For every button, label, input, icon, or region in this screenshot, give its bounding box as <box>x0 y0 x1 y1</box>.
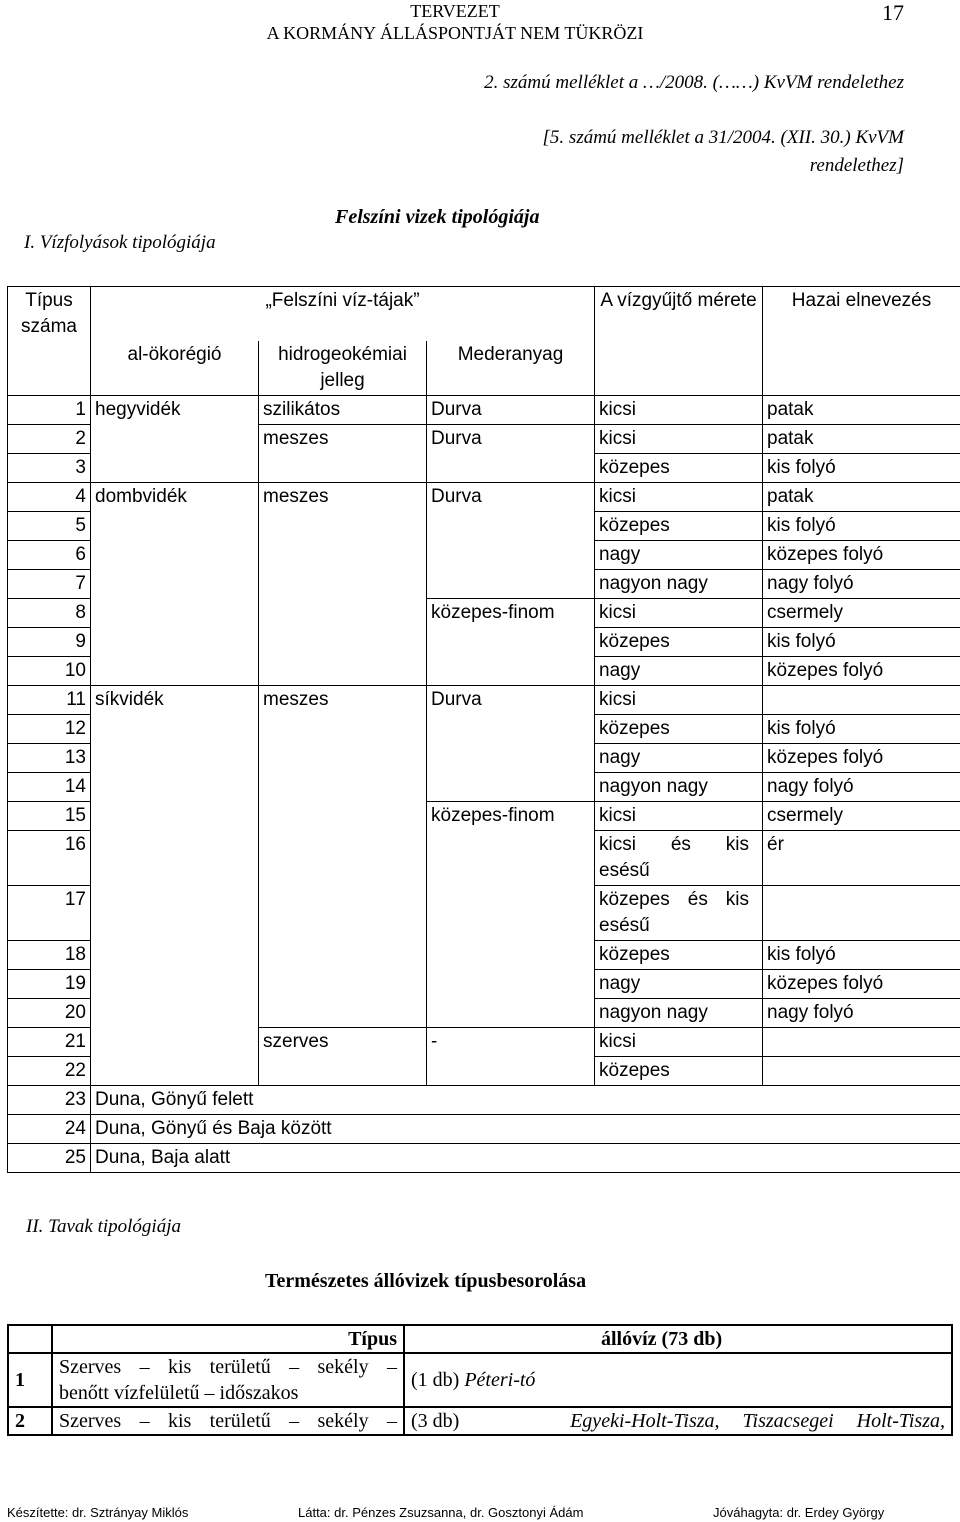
table-row <box>8 1353 952 1407</box>
danube-section-cell: Duna, Baja alatt <box>91 1144 960 1173</box>
subecoregion-cell <box>91 599 259 628</box>
legal-reference-line2: rendelethez] <box>809 155 904 176</box>
type-number-cell: 25 <box>8 1144 91 1173</box>
annex-reference: 2. számú melléklet a …/2008. (……) KvVM rendelethez <box>484 72 904 93</box>
hydrochemical-cell <box>259 744 427 773</box>
header-local-name: Hazai elnevezés <box>763 287 960 342</box>
subecoregion-cell <box>91 802 259 831</box>
footer-reviewers: Látta: dr. Pénzes Zsuzsanna, dr. Gosztonyi Ádám <box>298 1505 584 1520</box>
catchment-size-cell: nagy <box>595 541 763 570</box>
bed-material-cell: közepes-finom <box>427 802 595 831</box>
table-row <box>8 970 960 999</box>
local-name-cell: kis folyó <box>763 941 960 970</box>
footer-approver: Jóváhagyta: dr. Erdey György <box>713 1505 885 1520</box>
type-number-cell: 16 <box>8 831 91 886</box>
danube-section-cell: Duna, Gönyű és Baja között <box>91 1115 960 1144</box>
table-row <box>8 1086 960 1115</box>
hydrochemical-cell: szerves <box>259 1028 427 1057</box>
table-subheader-row <box>8 341 960 396</box>
subecoregion-cell <box>91 541 259 570</box>
subecoregion-cell: hegyvidék <box>91 396 259 425</box>
catchment-size-cell: nagy <box>595 970 763 999</box>
hydrochemical-cell <box>259 941 427 970</box>
danube-section-cell: Duna, Gönyű felett <box>91 1086 960 1115</box>
table-header-row <box>8 287 960 342</box>
type-number-cell: 18 <box>8 941 91 970</box>
local-name-cell: ér <box>763 831 960 886</box>
type-number-cell: 23 <box>8 1086 91 1115</box>
table-row <box>8 657 960 686</box>
type-number-cell: 24 <box>8 1115 91 1144</box>
catchment-size-cell: közepes <box>595 941 763 970</box>
catchment-size-cell: nagyon nagy <box>595 773 763 802</box>
draft-label: TERVEZET <box>410 1 500 21</box>
table2-header-type: Típus <box>52 1325 404 1353</box>
legal-reference <box>543 124 904 180</box>
type-line: Szerves – kis területű – sekély – <box>59 1410 397 1432</box>
catchment-size-cell: közepes <box>595 512 763 541</box>
subecoregion-cell: dombvidék <box>91 483 259 512</box>
catchment-size-cell <box>595 831 763 886</box>
subecoregion-cell <box>91 715 259 744</box>
hydrochemical-cell <box>259 657 427 686</box>
catchment-size-text: közepes és kis esésű <box>599 889 750 936</box>
table2-lakes-cell <box>404 1407 952 1435</box>
page-number: 17 <box>882 0 904 25</box>
type-number-cell: 1 <box>8 396 91 425</box>
main-title: Felszíni vizek tipológiája <box>335 206 540 228</box>
table-row <box>8 773 960 802</box>
table-row <box>8 744 960 773</box>
local-name-cell <box>763 1057 960 1086</box>
subecoregion-cell <box>91 970 259 999</box>
lake-count: (1 db) <box>411 1369 460 1391</box>
bed-material-cell <box>427 886 595 941</box>
table-row <box>8 686 960 715</box>
lake-names: Péteri-tó <box>464 1369 536 1391</box>
type-number-cell: 14 <box>8 773 91 802</box>
subecoregion-cell: síkvidék <box>91 686 259 715</box>
header-bed-material: Mederanyag <box>427 341 595 396</box>
subecoregion-cell <box>91 512 259 541</box>
local-name-cell: kis folyó <box>763 715 960 744</box>
table-row <box>8 425 960 454</box>
type-number-cell: 11 <box>8 686 91 715</box>
table-row <box>8 483 960 512</box>
local-name-cell: közepes folyó <box>763 970 960 999</box>
table-row <box>8 1028 960 1057</box>
footer-author: Készítette: dr. Sztrányay Miklós <box>7 1505 189 1520</box>
type-number-cell: 8 <box>8 599 91 628</box>
bed-material-cell <box>427 715 595 744</box>
catchment-size-cell: kicsi <box>595 802 763 831</box>
local-name-cell: közepes folyó <box>763 744 960 773</box>
table-row <box>8 802 960 831</box>
type-number-cell: 21 <box>8 1028 91 1057</box>
header-catchment-size: A vízgyűjtő mérete <box>595 287 763 342</box>
local-name-cell: patak <box>763 483 960 512</box>
catchment-size-cell: kicsi <box>595 396 763 425</box>
section1-title: I. Vízfolyások tipológiája <box>24 232 216 253</box>
local-name-cell: nagy folyó <box>763 773 960 802</box>
table-row <box>8 1115 960 1144</box>
local-name-cell: kis folyó <box>763 628 960 657</box>
table2-lakes-cell <box>404 1353 952 1407</box>
hydrochemical-cell <box>259 628 427 657</box>
table-row <box>8 715 960 744</box>
header-subecoregion: al-ökorégió <box>91 341 259 396</box>
subecoregion-cell <box>91 773 259 802</box>
type-number-cell: 13 <box>8 744 91 773</box>
table-row <box>8 941 960 970</box>
subecoregion-cell <box>91 886 259 941</box>
bed-material-cell: - <box>427 1028 595 1057</box>
catchment-size-cell: kicsi <box>595 686 763 715</box>
hydrochemical-cell <box>259 1057 427 1086</box>
bed-material-cell: Durva <box>427 686 595 715</box>
header-hydrochemical: hidrogeokémiai jelleg <box>259 341 427 396</box>
hydrochemical-cell <box>259 541 427 570</box>
bed-material-cell <box>427 941 595 970</box>
hydrochemical-cell <box>259 773 427 802</box>
table2-header-row <box>8 1325 952 1353</box>
catchment-size-text: kicsi és kis esésű <box>599 834 750 881</box>
type-line: Szerves – kis területű – sekély – <box>59 1356 397 1378</box>
catchment-size-cell: nagyon nagy <box>595 570 763 599</box>
table2-header-lakes: állóvíz (73 db) <box>404 1325 952 1353</box>
subecoregion-cell <box>91 657 259 686</box>
bed-material-cell: Durva <box>427 483 595 512</box>
type-number-cell: 4 <box>8 483 91 512</box>
hydrochemical-cell <box>259 454 427 483</box>
hydrochemical-cell <box>259 886 427 941</box>
table-row <box>8 1057 960 1086</box>
hydrochemical-cell: szilikátos <box>259 396 427 425</box>
catchment-size-cell: kicsi <box>595 425 763 454</box>
catchment-size-cell: kicsi <box>595 483 763 512</box>
bed-material-cell <box>427 744 595 773</box>
local-name-cell: patak <box>763 425 960 454</box>
local-name-cell <box>763 1028 960 1057</box>
catchment-size-cell: nagyon nagy <box>595 999 763 1028</box>
table2-row-number: 2 <box>8 1407 52 1435</box>
local-name-cell: csermely <box>763 599 960 628</box>
table-row <box>8 628 960 657</box>
catchment-size-cell: közepes <box>595 628 763 657</box>
subecoregion-cell <box>91 454 259 483</box>
bed-material-cell <box>427 512 595 541</box>
bed-material-cell: Durva <box>427 425 595 454</box>
table-row <box>8 886 960 941</box>
bed-material-cell: közepes-finom <box>427 599 595 628</box>
local-name-cell: nagy folyó <box>763 570 960 599</box>
type-number-cell: 10 <box>8 657 91 686</box>
table2-row-number: 1 <box>8 1353 52 1407</box>
local-name-cell: kis folyó <box>763 454 960 483</box>
type-number-cell: 9 <box>8 628 91 657</box>
type-number-cell: 17 <box>8 886 91 941</box>
type-line: benőtt vízfelületű – időszakos <box>59 1382 299 1404</box>
hydrochemical-cell <box>259 970 427 999</box>
hydrochemical-cell <box>259 715 427 744</box>
hydrochemical-cell: meszes <box>259 686 427 715</box>
hydrochemical-cell <box>259 999 427 1028</box>
table-row <box>8 999 960 1028</box>
type-number-cell: 15 <box>8 802 91 831</box>
lake-names: Egyeki-Holt-Tisza, Tiszacsegei Holt-Tisza, <box>570 1410 945 1432</box>
table-row <box>8 541 960 570</box>
type-number-cell: 19 <box>8 970 91 999</box>
subecoregion-cell <box>91 425 259 454</box>
type-number-cell: 3 <box>8 454 91 483</box>
watercourse-typology-table <box>7 286 960 1173</box>
hydrochemical-cell <box>259 599 427 628</box>
local-name-cell: közepes folyó <box>763 541 960 570</box>
header-type-number: Típus száma <box>8 287 91 342</box>
table2-title: Természetes állóvizek típusbesorolása <box>265 1270 587 1292</box>
hydrochemical-cell: meszes <box>259 425 427 454</box>
lake-typology-table <box>7 1324 953 1436</box>
local-name-cell: kis folyó <box>763 512 960 541</box>
type-number-cell: 6 <box>8 541 91 570</box>
bed-material-cell <box>427 541 595 570</box>
table-row <box>8 454 960 483</box>
subecoregion-cell <box>91 570 259 599</box>
bed-material-cell <box>427 831 595 886</box>
type-number-cell: 12 <box>8 715 91 744</box>
subecoregion-cell <box>91 999 259 1028</box>
government-disclaimer: A KORMÁNY ÁLLÁSPONTJÁT NEM TÜKRÖZI <box>266 23 644 43</box>
subecoregion-cell <box>91 1028 259 1057</box>
bed-material-cell <box>427 628 595 657</box>
subecoregion-cell <box>91 831 259 886</box>
catchment-size-cell: kicsi <box>595 599 763 628</box>
table-row <box>8 512 960 541</box>
hydrochemical-cell <box>259 802 427 831</box>
bed-material-cell <box>427 570 595 599</box>
bed-material-cell <box>427 999 595 1028</box>
bed-material-cell: Durva <box>427 396 595 425</box>
lake-count: (3 db) <box>411 1410 460 1432</box>
table2-type-cell <box>52 1407 404 1435</box>
legal-reference-line1: [5. számú melléklet a 31/2004. (XII. 30.) KvVM <box>542 127 904 148</box>
hydrochemical-cell <box>259 831 427 886</box>
type-number-cell: 22 <box>8 1057 91 1086</box>
bed-material-cell <box>427 657 595 686</box>
draft-notice <box>230 0 680 44</box>
type-number-cell: 2 <box>8 425 91 454</box>
type-number-cell: 7 <box>8 570 91 599</box>
local-name-cell: patak <box>763 396 960 425</box>
table-row <box>8 570 960 599</box>
type-number-cell: 20 <box>8 999 91 1028</box>
hydrochemical-cell <box>259 570 427 599</box>
local-name-cell: csermely <box>763 802 960 831</box>
bed-material-cell <box>427 970 595 999</box>
catchment-size-cell: közepes <box>595 454 763 483</box>
bed-material-cell <box>427 1057 595 1086</box>
bed-material-cell <box>427 773 595 802</box>
local-name-cell: közepes folyó <box>763 657 960 686</box>
catchment-size-cell: nagy <box>595 744 763 773</box>
catchment-size-cell: kicsi <box>595 1028 763 1057</box>
bed-material-cell <box>427 454 595 483</box>
table2-type-cell <box>52 1353 404 1407</box>
type-number-cell: 5 <box>8 512 91 541</box>
section2-title: II. Tavak tipológiája <box>26 1216 181 1237</box>
local-name-cell <box>763 886 960 941</box>
table-row <box>8 396 960 425</box>
hydrochemical-cell: meszes <box>259 483 427 512</box>
catchment-size-cell: közepes <box>595 1057 763 1086</box>
table-row <box>8 1144 960 1173</box>
catchment-size-cell: közepes <box>595 715 763 744</box>
table-row <box>8 1407 952 1435</box>
subecoregion-cell <box>91 628 259 657</box>
header-landscape: „Felszíni víz-tájak” <box>91 287 595 342</box>
table-row <box>8 831 960 886</box>
subecoregion-cell <box>91 744 259 773</box>
subecoregion-cell <box>91 941 259 970</box>
table-row <box>8 599 960 628</box>
hydrochemical-cell <box>259 512 427 541</box>
local-name-cell: nagy folyó <box>763 999 960 1028</box>
local-name-cell <box>763 686 960 715</box>
catchment-size-cell: nagy <box>595 657 763 686</box>
catchment-size-cell <box>595 886 763 941</box>
subecoregion-cell <box>91 1057 259 1086</box>
